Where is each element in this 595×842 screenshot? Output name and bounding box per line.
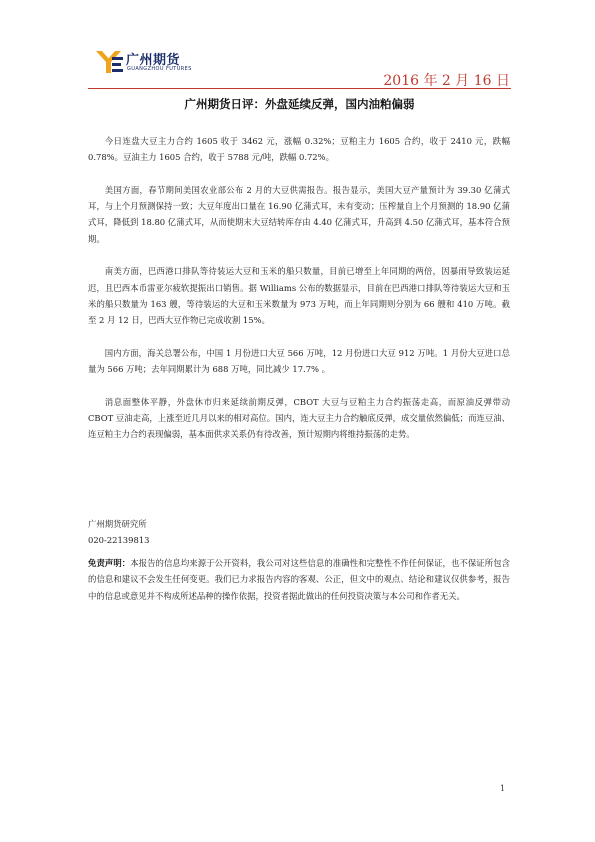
body-paragraph-us: 美国方面，春节期间美国农业部公布 2 月的大豆供需报告。报告显示，美国大豆产量预计为 39.30 亿蒲式耳，与上个月预测保持一致；大豆年度出口量在 16.90 亿蒲式耳，未有变动；压榨量自上个月预测的 18.90 亿蒲式耳，降低到 18.80 亿蒲式耳，从而使期末大豆结转库存由 4.40 亿蒲式耳，升高到 4.50 亿蒲式耳，基本符合预期。 bbox=[88, 184, 510, 244]
report-date: 2016 年 2 月 16 日 bbox=[383, 73, 510, 89]
header-divider bbox=[88, 88, 511, 89]
disclaimer-label: 免责声明： bbox=[88, 558, 131, 568]
body-paragraph-south-america: 南美方面，巴西港口排队等待装运大豆和玉米的船只数量，目前已增至上年同期的两倍，因暴雨导致装运延迟，且巴西本币雷亚尔疲软提振出口销售。据 Williams 公布的数据显示，目前在巴西港口排队等待装运大豆和玉米的船只数量为 163 艘，等待装运的大豆和玉米数量为 973 万吨，而上年同期则分别为 66 艘和 410 万吨。截至 2 月 12 日，巴西大豆作物已完成收割 15%。 bbox=[88, 266, 510, 326]
report-body bbox=[88, 133, 510, 459]
body-paragraph-outlook: 消息面整体平静，外盘休市归来延续前期反弹，CBOT 大豆与豆粕主力合约振荡走高，而原油反弹带动 CBOT 豆油走高，上涨至近几月以来的相对高位。国内，连大豆主力合约触底反弹，成交量依然偏低；而连豆油、连豆粕主力合约表现偏弱，基本面供求关系仍有待改善，预计短期内将维持振荡的走势。 bbox=[88, 396, 510, 440]
logo-mark-icon bbox=[94, 48, 124, 76]
report-title: 广州期货日评：外盘延续反弹，国内油粕偏弱 bbox=[184, 97, 415, 111]
page-number: 1 bbox=[500, 784, 506, 793]
body-paragraph-domestic: 国内方面，海关总署公布，中国 1 月份进口大豆 566 万吨，12 月份进口大豆 912 万吨。1 月份大豆进口总量为 566 万吨；去年同期累计为 688 万吨，同比减少 17.7% 。 bbox=[88, 347, 510, 375]
page-header bbox=[0, 0, 595, 100]
body-paragraph-market-close: 今日连盘大豆主力合约 1605 收于 3462 元，涨幅 0.32%；豆粕主力 1605 合约，收于 2410 元，跌幅 0.78%。豆油主力 1605 合约，收于 5788 元/吨，跌幅 0.72%。 bbox=[88, 136, 510, 163]
contact-block bbox=[88, 516, 149, 549]
disclaimer-text: 本报告的信息均来源于公开资料，我公司对这些信息的准确性和完整性不作任何保证，也不保证所包含的信息和建议不会发生任何变更。我们已力求报告内容的客观、公正，但文中的观点、结论和建议仅供参考，报告中的信息或意见并不构成所述品种的操作依据，投资者据此做出的任何投资决策与本公司和作者无关。 bbox=[88, 558, 511, 601]
logo-company-name-en: GUANGZHOU FUTURES bbox=[127, 66, 192, 72]
contact-phone: 020-22139813 bbox=[88, 535, 150, 546]
contact-org: 广州期货研究所 bbox=[88, 519, 147, 529]
logo-company-name: 广州期货 bbox=[126, 53, 181, 68]
disclaimer bbox=[88, 555, 510, 604]
